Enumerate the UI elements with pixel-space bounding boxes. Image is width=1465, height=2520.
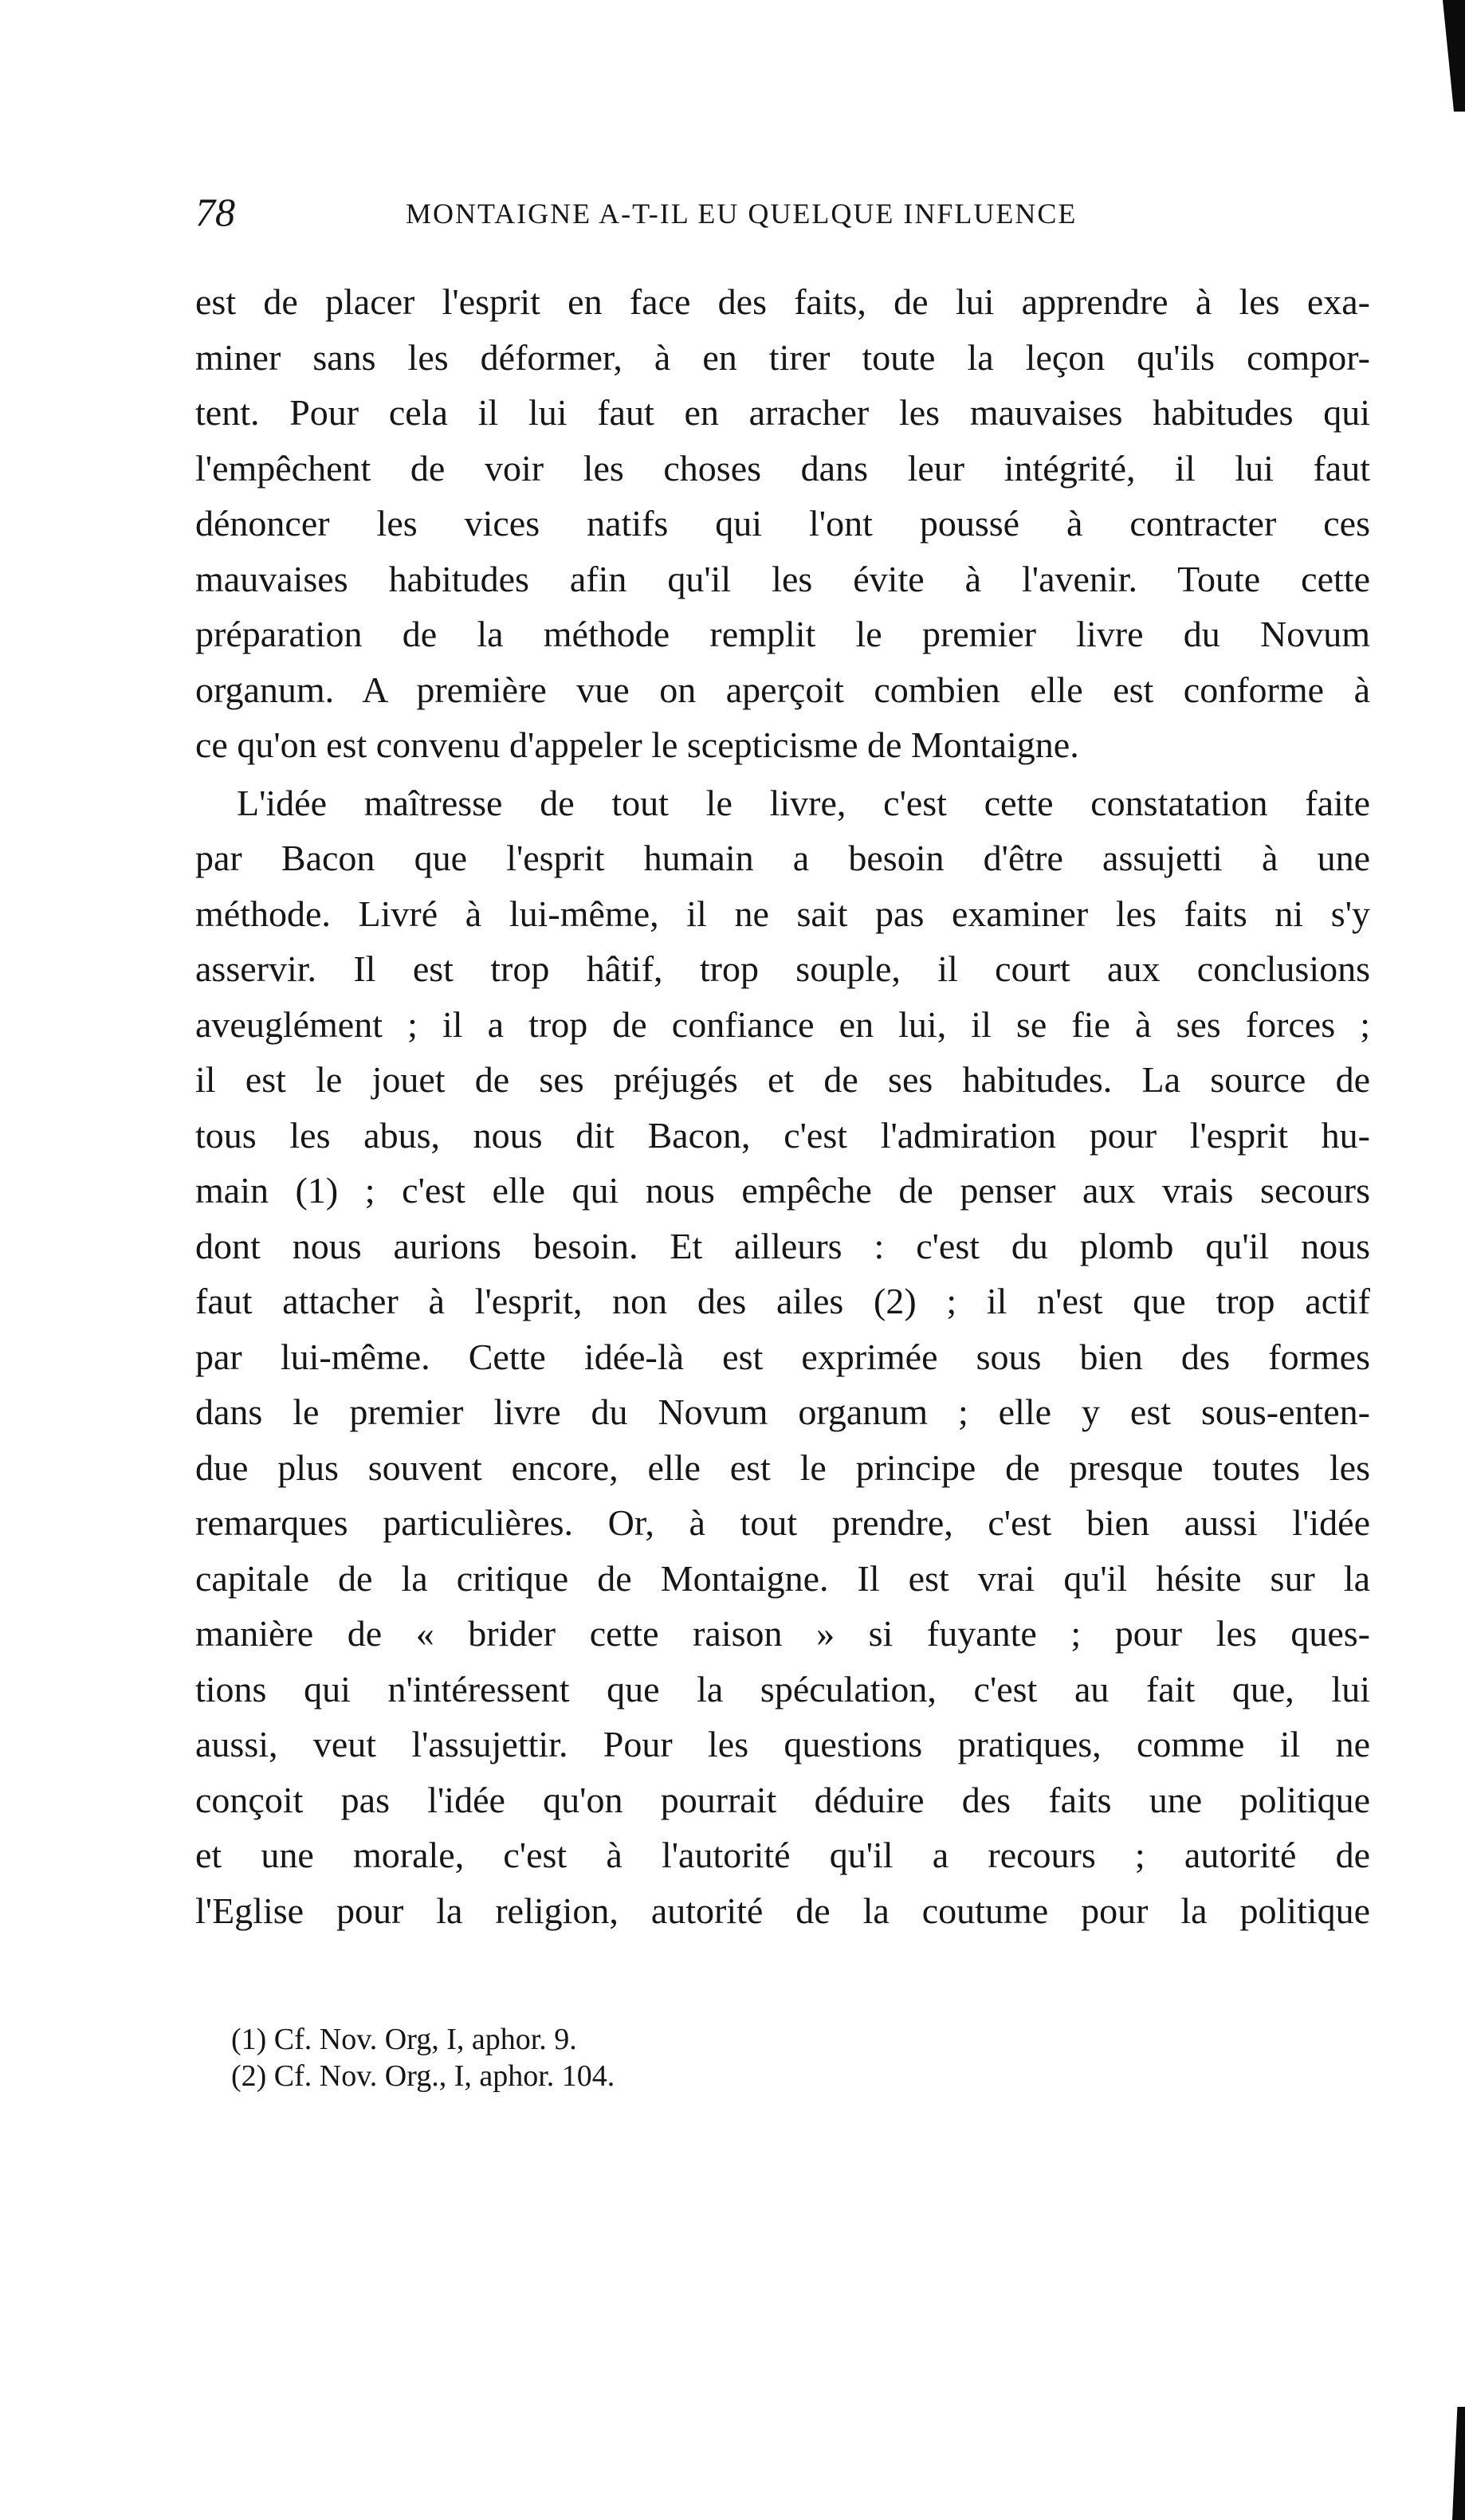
text-line: due plus souvent encore, elle est le principe de presque toutes les [195,1446,1370,1488]
text-line: tions qui n'intéressent que la spéculation, c'est au fait que, lui [195,1668,1370,1709]
text-line: par lui-même. Cette idée-là est exprimée sous bien des formes [195,1336,1370,1377]
text-line: aveuglément ; il a trop de confiance en lui, il se fie à ses forces ; [195,1003,1370,1045]
scan-edge-mark-bottom [1452,2407,1465,2520]
text-line: ce qu'on est convenu d'appeler le scepticisme de Montaigne. [195,724,1079,765]
text-line: dont nous aurions besoin. Et ailleurs : c'est du plomb qu'il nous [195,1225,1370,1266]
scan-edge-mark-top [1443,0,1465,112]
text-line: par Bacon que l'esprit humain a besoin d'être assujetti à une [195,838,1370,878]
text-line: main (1) ; c'est elle qui nous empêche de penser aux vrais secours [195,1170,1370,1211]
running-title: MONTAIGNE A-T-IL EU QUELQUE INFLUENCE [406,198,1078,230]
text-line: l'Eglise pour la religion, autorité de la coutume pour la politique [195,1890,1370,1931]
paragraph-2 [195,775,1370,1939]
text-line: préparation de la méthode remplit le premier livre du Novum [195,614,1370,654]
text-line: et une morale, c'est à l'autorité qu'il a recours ; autorité de [195,1835,1370,1875]
paragraph-1 [195,274,1370,773]
text-line: l'empêchent de voir les choses dans leur intégrité, il lui faut [195,447,1370,489]
text-line: méthode. Livré à lui-même, il ne sait pas examiner les faits ni s'y [195,893,1370,934]
text-line: il est le jouet de ses préjugés et de ses habitudes. La source de [195,1059,1370,1100]
text-line: est de placer l'esprit en face des faits, de lui apprendre à les exa- [195,281,1370,322]
body-text [195,274,1370,1938]
text-line: manière de « brider cette raison » si fuyante ; pour les ques- [195,1613,1370,1654]
text-line: organum. A première vue on aperçoit combien elle est conforme à [195,669,1370,710]
text-line: capitale de la critique de Montaigne. Il est vrai qu'il hésite sur la [195,1557,1370,1599]
text-line: faut attacher à l'esprit, non des ailes (2) ; il n'est que trop actif [195,1281,1370,1321]
text-line: remarques particulières. Or, à tout prendre, c'est bien aussi l'idée [195,1502,1370,1543]
text-line: mauvaises habitudes afin qu'il les évite à l'avenir. Toute cette [195,558,1370,599]
text-line: tous les abus, nous dit Bacon, c'est l'admiration pour l'esprit hu- [195,1114,1370,1156]
text-line: dénoncer les vices natifs qui l'ont poussé à contracter ces [195,503,1370,544]
footnote-1: (1) Cf. Nov. Org, I, aphor. 9. [231,2023,577,2056]
text-line: miner sans les déformer, à en tirer toute la leçon qu'ils compor- [195,336,1370,378]
text-line: dans le premier livre du Novum organum ; elle y est sous-enten- [195,1391,1370,1432]
text-line: conçoit pas l'idée qu'on pourrait déduire des faits une politique [195,1779,1370,1820]
footnotes [231,2021,1267,2094]
text-line: asservir. Il est trop hâtif, trop souple, il court aux conclusions [195,948,1370,989]
page-number: 78 [195,190,235,234]
footnote-2: (2) Cf. Nov. Org., I, aphor. 104. [231,2059,615,2093]
text-line: aussi, veut l'assujettir. Pour les questions pratiques, comme il ne [195,1724,1370,1764]
text-line: L'idée maîtresse de tout le livre, c'est cette constatation faite [237,782,1370,823]
text-line: tent. Pour cela il lui faut en arracher les mauvaises habitudes qui [195,392,1370,433]
running-head [195,190,1370,237]
